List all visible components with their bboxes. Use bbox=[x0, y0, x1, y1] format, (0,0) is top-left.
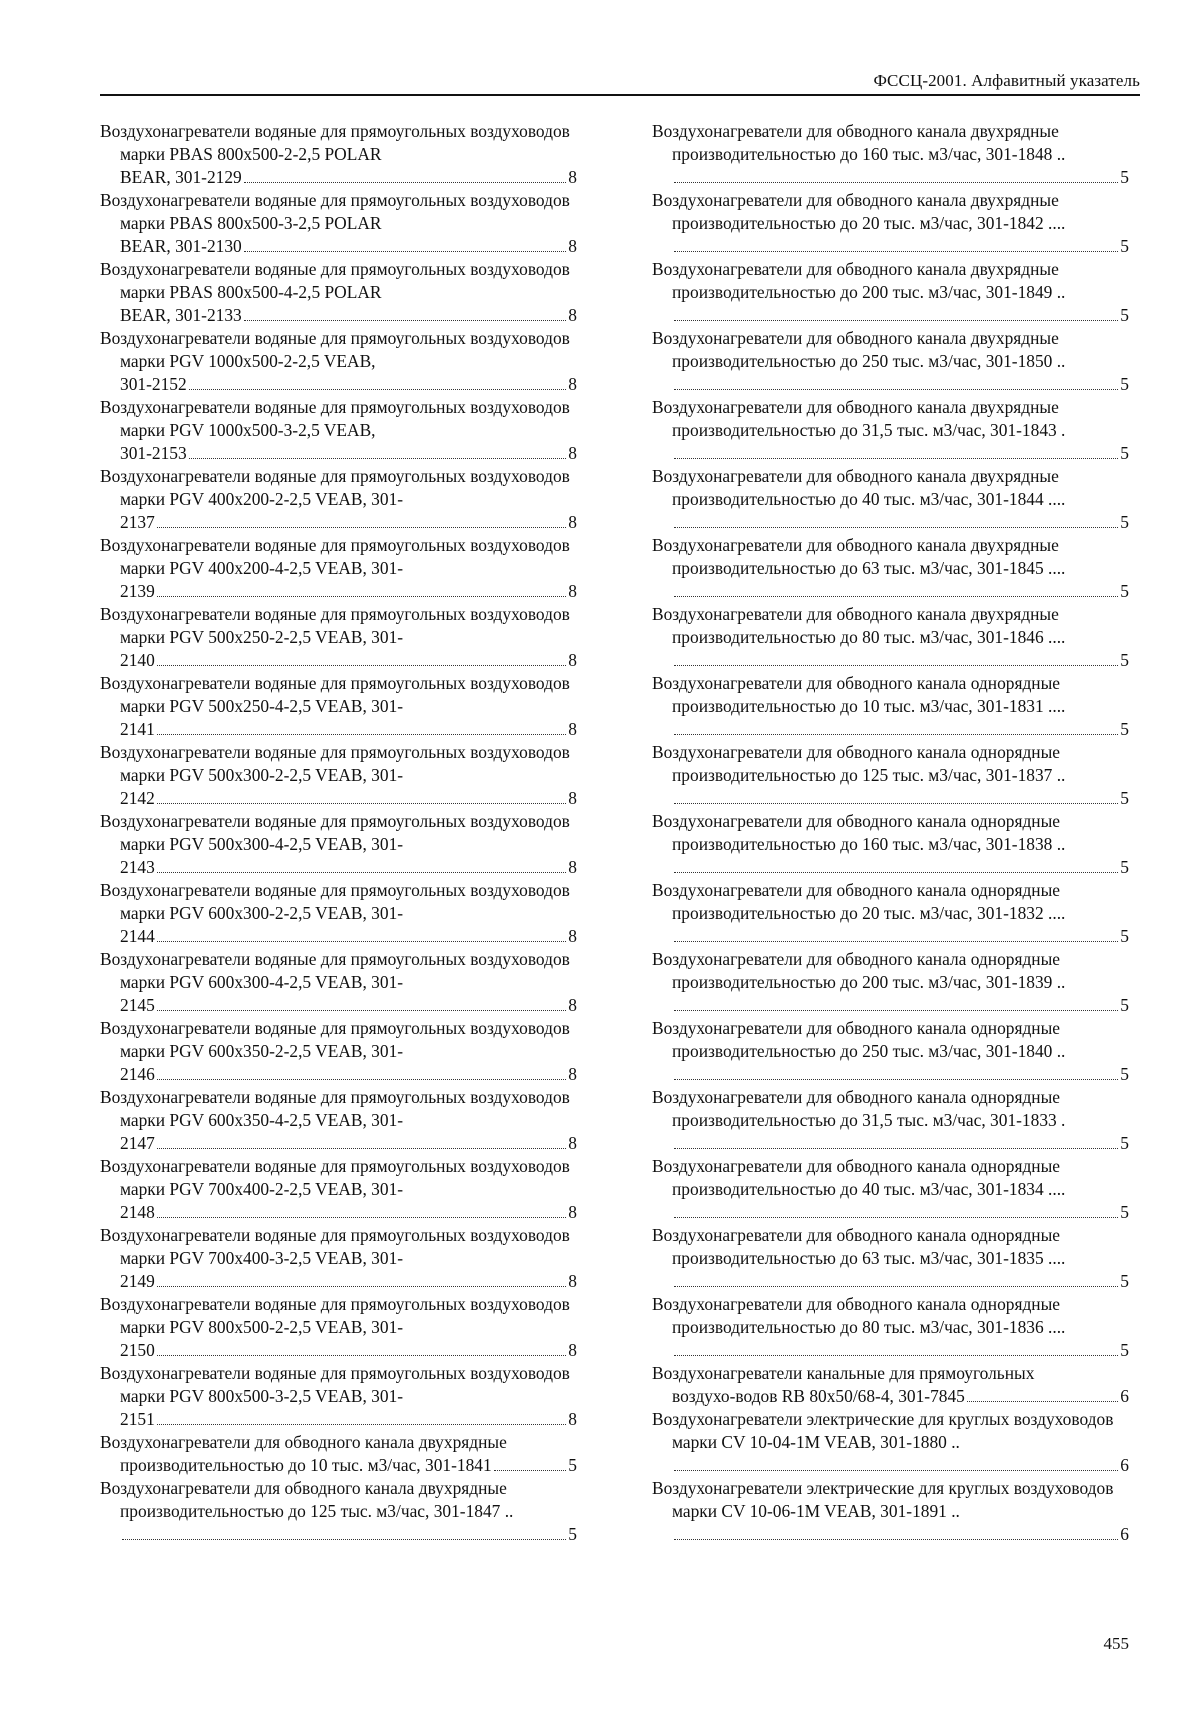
index-entry-leader-line bbox=[652, 373, 1129, 396]
index-entry-text: Воздухонагреватели водяные для прямоугольных воздуховодов марки PGV 400x200-2-2,5 VEAB, 301- bbox=[100, 466, 570, 509]
index-entry-leader-line bbox=[100, 1063, 577, 1086]
index-entry-reference: 2147 bbox=[120, 1133, 155, 1153]
index-entry-page: 6 bbox=[1120, 1455, 1129, 1475]
dot-leader bbox=[674, 941, 1118, 942]
index-entry-reference: BEAR, 301-2129 bbox=[120, 167, 242, 187]
index-entry-page: 8 bbox=[568, 1064, 577, 1084]
index-entry bbox=[652, 396, 1129, 465]
index-entry-page: 8 bbox=[568, 650, 577, 670]
index-entry-text: Воздухонагреватели для обводного канала двухрядные bbox=[100, 1432, 507, 1452]
index-entry-leader-line bbox=[652, 1454, 1129, 1477]
dot-leader bbox=[244, 320, 567, 321]
index-entry-page: 8 bbox=[568, 1202, 577, 1222]
dot-leader bbox=[157, 1148, 567, 1149]
index-column-right bbox=[652, 120, 1129, 1546]
dot-leader bbox=[674, 1079, 1118, 1080]
index-entry-text: Воздухонагреватели водяные для прямоугольных воздуховодов марки PGV 600x300-2-2,5 VEAB, 301- bbox=[100, 880, 570, 923]
dot-leader bbox=[157, 872, 567, 873]
index-entry-page: 5 bbox=[1120, 1271, 1129, 1291]
index-entry bbox=[652, 1362, 1129, 1408]
dot-leader bbox=[674, 1539, 1118, 1540]
index-entry-leader-line bbox=[100, 1270, 577, 1293]
index-entry-text: Воздухонагреватели для обводного канала однорядные производительностью до 80 тыс. м3/час, 301-1836 .... bbox=[652, 1294, 1066, 1337]
index-entry-page: 6 bbox=[1120, 1524, 1129, 1544]
index-entry-page: 5 bbox=[1120, 305, 1129, 325]
index-entry bbox=[100, 1362, 577, 1431]
index-entry-page: 5 bbox=[1120, 788, 1129, 808]
dot-leader bbox=[189, 458, 567, 459]
index-entry-text: Воздухонагреватели водяные для прямоугольных воздуховодов марки PGV 700x400-2-2,5 VEAB, 301- bbox=[100, 1156, 570, 1199]
index-entry-text: Воздухонагреватели водяные для прямоугольных воздуховодов марки PBAS 800x500-2-2,5 POLAR bbox=[100, 121, 570, 164]
dot-leader bbox=[674, 596, 1118, 597]
dot-leader bbox=[674, 251, 1118, 252]
index-entry-text: Воздухонагреватели водяные для прямоугольных воздуховодов марки PGV 600x300-4-2,5 VEAB, 301- bbox=[100, 949, 570, 992]
dot-leader bbox=[157, 527, 567, 528]
index-entry-leader-line bbox=[652, 304, 1129, 327]
page-header bbox=[100, 60, 1140, 96]
index-entry bbox=[652, 258, 1129, 327]
index-entry-page: 5 bbox=[1120, 1064, 1129, 1084]
dot-leader bbox=[157, 1355, 567, 1356]
dot-leader bbox=[674, 1470, 1118, 1471]
index-entry-page: 5 bbox=[1120, 236, 1129, 256]
index-entry bbox=[100, 1431, 577, 1477]
index-entry bbox=[100, 1017, 577, 1086]
index-entry bbox=[100, 465, 577, 534]
dot-leader bbox=[674, 182, 1118, 183]
index-entry-text: Воздухонагреватели водяные для прямоугольных воздуховодов марки PGV 600x350-4-2,5 VEAB, 301- bbox=[100, 1087, 570, 1130]
dot-leader bbox=[122, 1539, 566, 1540]
index-entry-reference: 301-2153 bbox=[120, 443, 187, 463]
index-entry-text: Воздухонагреватели электрические для круглых воздуховодов марки CV 10-04-1M VEAB, 301-1880 .. bbox=[652, 1409, 1114, 1452]
index-entry-page: 8 bbox=[568, 167, 577, 187]
index-entry-leader-line bbox=[100, 166, 577, 189]
index-entry-leader-line bbox=[100, 1408, 577, 1431]
index-entry bbox=[652, 948, 1129, 1017]
index-entry-leader-line bbox=[652, 1523, 1129, 1546]
index-entry-page: 5 bbox=[1120, 650, 1129, 670]
index-entry-text: Воздухонагреватели водяные для прямоугольных воздуховодов марки PGV 1000x500-2-2,5 VEAB, bbox=[100, 328, 570, 371]
index-entry-reference: 301-2152 bbox=[120, 374, 187, 394]
index-entry-reference: 2140 bbox=[120, 650, 155, 670]
index-entry bbox=[652, 741, 1129, 810]
dot-leader bbox=[674, 458, 1118, 459]
index-entry-reference: 2151 bbox=[120, 1409, 155, 1429]
index-entry-leader-line bbox=[652, 994, 1129, 1017]
index-entry-reference: 2150 bbox=[120, 1340, 155, 1360]
index-entry-text: Воздухонагреватели водяные для прямоугольных воздуховодов марки PGV 1000x500-3-2,5 VEAB, bbox=[100, 397, 570, 440]
index-entry-text: Воздухонагреватели для обводного канала двухрядные производительностью до 20 тыс. м3/час, 301-1842 .... bbox=[652, 190, 1066, 233]
index-entry-leader-line bbox=[652, 1063, 1129, 1086]
index-entry bbox=[652, 120, 1129, 189]
index-entry-leader-line bbox=[652, 1201, 1129, 1224]
index-entry-text: Воздухонагреватели канальные для прямоугольных bbox=[652, 1363, 1035, 1383]
index-entry bbox=[100, 1155, 577, 1224]
index-entry-page: 5 bbox=[1120, 1340, 1129, 1360]
index-entry-leader-line bbox=[100, 649, 577, 672]
index-entry-reference: воздухо-водов RB 80x50/68-4, 301-7845 bbox=[672, 1386, 965, 1406]
index-entry-text: Воздухонагреватели водяные для прямоугольных воздуховодов марки PGV 800x500-2-2,5 VEAB, 301- bbox=[100, 1294, 570, 1337]
dot-leader bbox=[157, 1079, 567, 1080]
index-entry-text: Воздухонагреватели водяные для прямоугольных воздуховодов марки PBAS 800x500-3-2,5 POLAR bbox=[100, 190, 570, 233]
dot-leader bbox=[674, 872, 1118, 873]
index-entry-leader-line bbox=[100, 925, 577, 948]
index-entry-page: 8 bbox=[568, 1133, 577, 1153]
index-entry-leader-line bbox=[652, 649, 1129, 672]
index-entry bbox=[652, 603, 1129, 672]
index-entry bbox=[100, 1293, 577, 1362]
index-entry-reference: 2139 bbox=[120, 581, 155, 601]
index-entry bbox=[652, 810, 1129, 879]
index-entry-leader-line bbox=[100, 994, 577, 1017]
index-entry-page: 8 bbox=[568, 305, 577, 325]
dot-leader bbox=[157, 803, 567, 804]
index-entry-page: 8 bbox=[568, 236, 577, 256]
index-entry-page: 5 bbox=[1120, 581, 1129, 601]
index-entry bbox=[100, 396, 577, 465]
index-entry-text: Воздухонагреватели водяные для прямоугольных воздуховодов марки PGV 800x500-3-2,5 VEAB, 301- bbox=[100, 1363, 570, 1406]
index-entry-text: Воздухонагреватели для обводного канала однорядные производительностью до 160 тыс. м3/час, 301-1838 .. bbox=[652, 811, 1066, 854]
index-entry-leader-line bbox=[652, 1339, 1129, 1362]
index-entry-page: 5 bbox=[1120, 167, 1129, 187]
index-entry-text: Воздухонагреватели для обводного канала двухрядные производительностью до 200 тыс. м3/час, 301-1849 .. bbox=[652, 259, 1066, 302]
index-entry bbox=[652, 1224, 1129, 1293]
index-entry bbox=[652, 1477, 1129, 1546]
index-entry bbox=[100, 810, 577, 879]
index-entry-text: Воздухонагреватели для обводного канала двухрядные производительностью до 40 тыс. м3/час, 301-1844 .... bbox=[652, 466, 1066, 509]
page-number: 455 bbox=[1103, 1634, 1129, 1653]
index-entry-text: Воздухонагреватели электрические для круглых воздуховодов марки CV 10-06-1M VEAB, 301-1891 .. bbox=[652, 1478, 1114, 1521]
index-entry bbox=[652, 1408, 1129, 1477]
index-entry-leader-line bbox=[652, 1385, 1129, 1408]
index-entry-page: 8 bbox=[568, 374, 577, 394]
index-entry-page: 5 bbox=[1120, 995, 1129, 1015]
index-entry bbox=[100, 948, 577, 1017]
index-entry-reference: 2141 bbox=[120, 719, 155, 739]
index-entry bbox=[100, 534, 577, 603]
index-entry-text: Воздухонагреватели водяные для прямоугольных воздуховодов марки PGV 500x250-2-2,5 VEAB, 301- bbox=[100, 604, 570, 647]
index-entry-page: 6 bbox=[1120, 1386, 1129, 1406]
index-entry-page: 5 bbox=[1120, 374, 1129, 394]
index-entry-page: 8 bbox=[568, 512, 577, 532]
dot-leader bbox=[189, 389, 567, 390]
index-entry-reference: 2143 bbox=[120, 857, 155, 877]
index-entry-text: Воздухонагреватели водяные для прямоугольных воздуховодов марки PBAS 800x500-4-2,5 POLAR bbox=[100, 259, 570, 302]
index-entry-leader-line bbox=[100, 787, 577, 810]
index-entry-page: 8 bbox=[568, 995, 577, 1015]
index-entry-reference: BEAR, 301-2133 bbox=[120, 305, 242, 325]
index-entry-leader-line bbox=[100, 442, 577, 465]
index-entry-page: 5 bbox=[1120, 926, 1129, 946]
dot-leader bbox=[157, 941, 567, 942]
index-entry bbox=[652, 534, 1129, 603]
index-entry-page: 5 bbox=[1120, 857, 1129, 877]
index-entry-page: 5 bbox=[1120, 443, 1129, 463]
index-entry-text: Воздухонагреватели для обводного канала однорядные производительностью до 31,5 тыс. м3/час, 301-1833 . bbox=[652, 1087, 1066, 1130]
dot-leader bbox=[244, 182, 567, 183]
index-entry-leader-line bbox=[100, 1201, 577, 1224]
index-entry-leader-line bbox=[652, 718, 1129, 741]
index-entry-text: Воздухонагреватели водяные для прямоугольных воздуховодов марки PGV 500x250-4-2,5 VEAB, 301- bbox=[100, 673, 570, 716]
index-entry-reference: 2149 bbox=[120, 1271, 155, 1291]
index-entry-page: 5 bbox=[568, 1524, 577, 1544]
index-entry bbox=[100, 1224, 577, 1293]
dot-leader bbox=[967, 1401, 1118, 1402]
index-entry-text: Воздухонагреватели водяные для прямоугольных воздуховодов марки PGV 700x400-3-2,5 VEAB, 301- bbox=[100, 1225, 570, 1268]
index-entry-leader-line bbox=[100, 1132, 577, 1155]
index-entry-leader-line bbox=[100, 856, 577, 879]
index-entry bbox=[100, 327, 577, 396]
index-entry bbox=[100, 120, 577, 189]
index-entry-leader-line bbox=[652, 511, 1129, 534]
index-entry-reference: 2137 bbox=[120, 512, 155, 532]
index-entry bbox=[652, 327, 1129, 396]
index-entry-reference: производительностью до 10 тыс. м3/час, 301-1841 bbox=[120, 1455, 492, 1475]
index-entry-leader-line bbox=[100, 1454, 577, 1477]
dot-leader bbox=[674, 1217, 1118, 1218]
dot-leader bbox=[674, 1286, 1118, 1287]
dot-leader bbox=[674, 527, 1118, 528]
index-entry-leader-line bbox=[652, 925, 1129, 948]
index-entry-leader-line bbox=[652, 442, 1129, 465]
index-entry-page: 8 bbox=[568, 719, 577, 739]
index-entry-leader-line bbox=[652, 235, 1129, 258]
index-entry-text: Воздухонагреватели для обводного канала двухрядные производительностью до 160 тыс. м3/час, 301-1848 .. bbox=[652, 121, 1066, 164]
index-entry bbox=[652, 189, 1129, 258]
index-entry-leader-line bbox=[100, 1523, 577, 1546]
index-entry bbox=[652, 1293, 1129, 1362]
index-entry-text: Воздухонагреватели для обводного канала двухрядные производительностью до 125 тыс. м3/час, 301-1847 .. bbox=[100, 1478, 514, 1521]
dot-leader bbox=[494, 1470, 567, 1471]
index-entry-page: 8 bbox=[568, 857, 577, 877]
index-entry bbox=[652, 879, 1129, 948]
index-column-left bbox=[100, 120, 577, 1546]
index-entry-leader-line bbox=[100, 580, 577, 603]
index-entry-leader-line bbox=[100, 511, 577, 534]
dot-leader bbox=[157, 1010, 567, 1011]
index-entry-page: 8 bbox=[568, 581, 577, 601]
index-entry-text: Воздухонагреватели водяные для прямоугольных воздуховодов марки PGV 500x300-2-2,5 VEAB, 301- bbox=[100, 742, 570, 785]
index-entry-page: 5 bbox=[568, 1455, 577, 1475]
index-entry-reference: 2145 bbox=[120, 995, 155, 1015]
index-entry-page: 5 bbox=[1120, 512, 1129, 532]
index-entry bbox=[100, 603, 577, 672]
dot-leader bbox=[674, 1355, 1118, 1356]
index-entry-text: Воздухонагреватели для обводного канала однорядные производительностью до 20 тыс. м3/час, 301-1832 .... bbox=[652, 880, 1066, 923]
index-entry-leader-line bbox=[652, 580, 1129, 603]
index-entry-text: Воздухонагреватели для обводного канала однорядные производительностью до 250 тыс. м3/час, 301-1840 .. bbox=[652, 1018, 1066, 1061]
index-entry-page: 8 bbox=[568, 788, 577, 808]
dot-leader bbox=[157, 1424, 567, 1425]
dot-leader bbox=[157, 1217, 567, 1218]
index-entry-page: 8 bbox=[568, 1340, 577, 1360]
dot-leader bbox=[674, 734, 1118, 735]
dot-leader bbox=[157, 1286, 567, 1287]
index-entry-leader-line bbox=[100, 1339, 577, 1362]
index-entry-reference: 2144 bbox=[120, 926, 155, 946]
index-entry-reference: BEAR, 301-2130 bbox=[120, 236, 242, 256]
index-entry-leader-line bbox=[652, 1270, 1129, 1293]
dot-leader bbox=[157, 596, 567, 597]
index-entry-text: Воздухонагреватели для обводного канала однорядные производительностью до 40 тыс. м3/час, 301-1834 .... bbox=[652, 1156, 1066, 1199]
index-entry-leader-line bbox=[100, 304, 577, 327]
index-entry bbox=[100, 1477, 577, 1546]
index-entry-leader-line bbox=[652, 166, 1129, 189]
index-entry-leader-line bbox=[100, 373, 577, 396]
dot-leader bbox=[674, 1148, 1118, 1149]
index-entry bbox=[652, 672, 1129, 741]
index-entry bbox=[652, 1155, 1129, 1224]
index-entry-text: Воздухонагреватели для обводного канала двухрядные производительностью до 80 тыс. м3/час, 301-1846 .... bbox=[652, 604, 1066, 647]
index-entry bbox=[652, 1086, 1129, 1155]
index-entry-page: 8 bbox=[568, 926, 577, 946]
dot-leader bbox=[244, 251, 567, 252]
index-entry bbox=[652, 1017, 1129, 1086]
index-entry-page: 5 bbox=[1120, 1133, 1129, 1153]
index-entry-reference: 2148 bbox=[120, 1202, 155, 1222]
index-entry-page: 8 bbox=[568, 1271, 577, 1291]
index-entry-leader-line bbox=[652, 856, 1129, 879]
index-entry-text: Воздухонагреватели для обводного канала однорядные производительностью до 10 тыс. м3/час, 301-1831 .... bbox=[652, 673, 1066, 716]
dot-leader bbox=[157, 665, 567, 666]
index-entry-leader-line bbox=[100, 718, 577, 741]
index-entry-text: Воздухонагреватели для обводного канала однорядные производительностью до 63 тыс. м3/час, 301-1835 .... bbox=[652, 1225, 1066, 1268]
index-entry bbox=[100, 258, 577, 327]
running-header-title: ФССЦ-2001. Алфавитный указатель bbox=[873, 71, 1140, 90]
index-entry-leader-line bbox=[652, 787, 1129, 810]
dot-leader bbox=[674, 320, 1118, 321]
dot-leader bbox=[157, 734, 567, 735]
index-entry-text: Воздухонагреватели водяные для прямоугольных воздуховодов марки PGV 500x300-4-2,5 VEAB, 301- bbox=[100, 811, 570, 854]
dot-leader bbox=[674, 803, 1118, 804]
index-entry bbox=[100, 741, 577, 810]
index-entry bbox=[652, 465, 1129, 534]
index-entry-leader-line bbox=[100, 235, 577, 258]
index-entry-page: 5 bbox=[1120, 719, 1129, 739]
index-entry-reference: 2146 bbox=[120, 1064, 155, 1084]
index-entry-page: 8 bbox=[568, 443, 577, 463]
index-entry bbox=[100, 879, 577, 948]
index-entry bbox=[100, 189, 577, 258]
index-entry-leader-line bbox=[652, 1132, 1129, 1155]
index-entry-reference: 2142 bbox=[120, 788, 155, 808]
index-entry-text: Воздухонагреватели водяные для прямоугольных воздуховодов марки PGV 600x350-2-2,5 VEAB, 301- bbox=[100, 1018, 570, 1061]
index-entry bbox=[100, 1086, 577, 1155]
index-entry-page: 5 bbox=[1120, 1202, 1129, 1222]
index-entry-text: Воздухонагреватели для обводного канала однорядные производительностью до 200 тыс. м3/час, 301-1839 .. bbox=[652, 949, 1066, 992]
index-entry-page: 8 bbox=[568, 1409, 577, 1429]
index-entry-text: Воздухонагреватели для обводного канала двухрядные производительностью до 63 тыс. м3/час, 301-1845 .... bbox=[652, 535, 1066, 578]
dot-leader bbox=[674, 665, 1118, 666]
index-entry-text: Воздухонагреватели для обводного канала однорядные производительностью до 125 тыс. м3/час, 301-1837 .. bbox=[652, 742, 1066, 785]
index-entry-text: Воздухонагреватели водяные для прямоугольных воздуховодов марки PGV 400x200-4-2,5 VEAB, 301- bbox=[100, 535, 570, 578]
dot-leader bbox=[674, 1010, 1118, 1011]
dot-leader bbox=[674, 389, 1118, 390]
index-entry-text: Воздухонагреватели для обводного канала двухрядные производительностью до 31,5 тыс. м3/час, 301-1843 . bbox=[652, 397, 1066, 440]
index-entry-text: Воздухонагреватели для обводного канала двухрядные производительностью до 250 тыс. м3/час, 301-1850 .. bbox=[652, 328, 1066, 371]
index-entry bbox=[100, 672, 577, 741]
